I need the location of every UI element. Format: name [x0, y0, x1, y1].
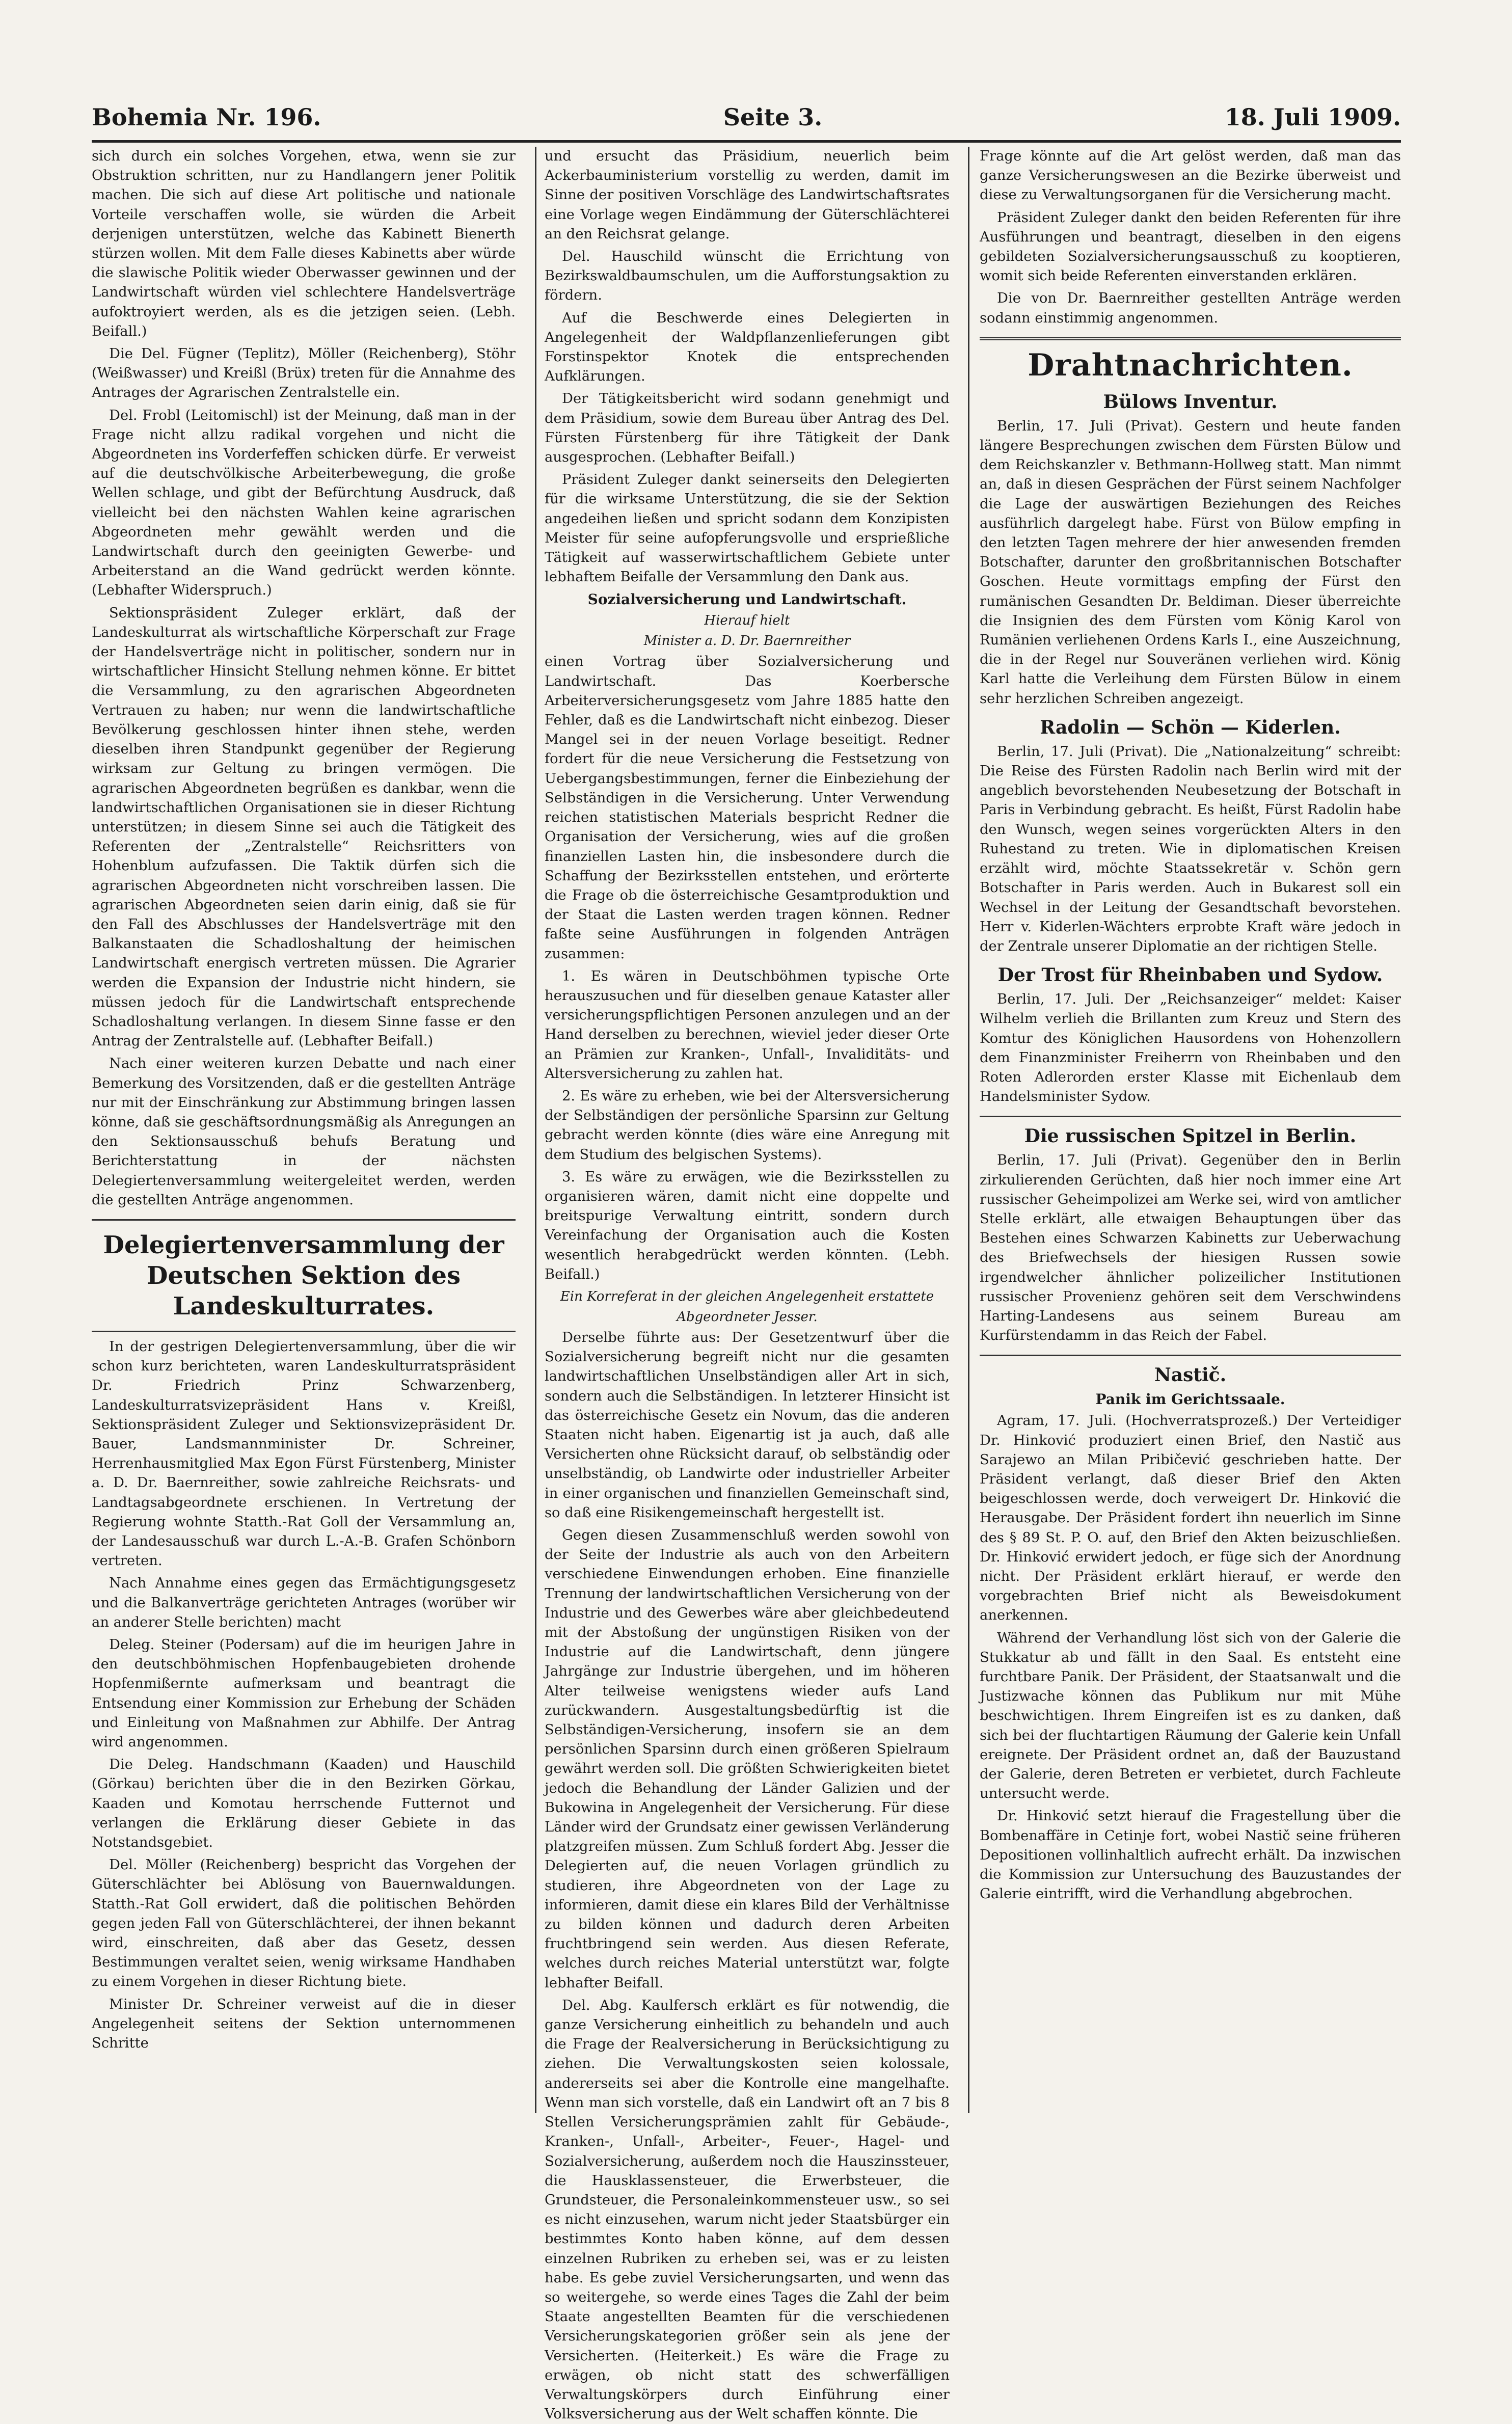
divider	[92, 1219, 516, 1221]
masthead-issue: Bohemia Nr. 196.	[92, 103, 321, 131]
paragraph: Minister Dr. Schreiner verweist auf die in dieser Angelegenheit seitens der Sektion unternommenen Schritte	[92, 1996, 516, 2052]
paragraph: sich durch ein solches Vorgehen, etwa, wenn sie zur Obstruktion schritten, nur zu Handlangern jener Politik machen. Die sich auf diese Art politische und nationale Vorteile verschaffen wolle, sie würden die Arbeit derjenigen unterstützen, welche das Kabinett Bienerth stürzen wollen. Mit dem Falle dieses Kabinetts aber würde die slawische Politik wieder Oberwasser gewinnen und der Landwirtschaft würden viel schlechtere Handelsverträge aufoktroyiert werden, als es die jetzigen seien. (Lebh. Beifall.)	[92, 148, 516, 339]
section-title-drahtnachrichten: Drahtnachrichten.	[1028, 347, 1353, 383]
divider	[980, 1116, 1401, 1117]
columns	[92, 147, 1401, 2422]
coreferat-intro: Ein Korreferat in der gleichen Angelegenheit erstattete	[560, 1288, 934, 1304]
issue-date: 18. Juli 1909.	[1224, 103, 1401, 131]
coreferat-speaker: Abgeordneter Jesser.	[677, 1309, 818, 1325]
paragraph: Berlin, 17. Juli (Privat). Die „Nationalzeitung“ schreibt: Die Reise des Fürsten Radolin nach Berlin wird mit der angeblich bevorstehenden Neubesetzung der Botschaft in Paris in Verbindung gebracht. Es heißt, Fürst Radolin habe den Wunsch, wegen seines vorgerückten Alters in den Ruhestand zu treten. Wie in diplomatischen Kreisen erzählt wird, möchte Staatssekretär v. Schön gern Botschafter in Paris werden. Auch in Bukarest soll ein Wechsel in der Leitung der Gesandtschaft bevorstehen. Herr v. Kiderlen-Wächters erprobte Kraft wäre jedoch in der Zentrale unserer Diplomatie an der richtigen Stelle.	[980, 743, 1401, 954]
paragraph: Berlin, 17. Juli (Privat). Gestern und heute fanden längere Besprechungen zwischen dem Fürsten Bülow und dem Reichskanzler v. Bethmann-Hollweg statt. Man nimmt an, daß in diesen Gesprächen der Fürst seinem Nachfolger die Lage der auswärtigen Beziehungen des Reiches ausführlich dargelegt habe. Fürst von Bülow empfing in den letzten Tagen mehrere der hier anwesenden fremden Botschafter, darunter den großbritannischen Botschafter Goschen. Heute vormittags empfing der Fürst den rumänischen Gesandten Dr. Beldiman. Dieser überreichte die Insignien des dem Fürsten vom König Karol von Rumänien verliehenen Ordens Karls I., eine Auszeichnung, die in der Regel nur Souveränen verliehen wird. König Karl hatte die Verleihung dem Fürsten Bülow in einem sehr herzlichen Schreiben angezeigt.	[980, 418, 1401, 707]
paragraph: Deleg. Steiner (Podersam) auf die im heurigen Jahre in den deutschböhmischen Hopfenbaugebieten drohende Hopfenmißernte aufmerksam und beantragt die Entsendung einer Kommission zur Erhebung der Schäden und Einleitung von Maßnahmen zur Abhilfe. Der Antrag wird angenommen.	[92, 1637, 516, 1750]
section-intro: Hierauf hielt	[704, 613, 790, 629]
paragraph: Gegen diesen Zusammenschluß werden sowohl von der Seite der Industrie als auch von den Arbeitern verschiedene Einwendungen erhoben. Eine finanzielle Trennung der landwirtschaftlichen Versicherung von der Industrie und des Gewerbes wäre aber gleichbedeutend mit der Abstoßung der ungünstigen Risiken von der Industrie auf die Landwirtschaft, denn jüngere Jahrgänge zur Industrie übergehen, und im höheren Alter teilweise wenigstens wieder aufs Land zurückwandern. Ausgestaltungsbedürftig ist die Selbständigen-Versicherung, insofern sie an dem persönlichen Sparsinn durch einen größeren Spielraum gewährt werden soll. Die größten Schwierigkeiten bietet jedoch die Behandlung der Länder Galizien und der Bukowina in Angelegenheit der Versicherung. Für diese Länder wird der Grundsatz einer gewissen Verländerung platzgreifen müssen. Zum Schluß fordert Abg. Jesser die Delegierten auf, die neuen Vorlagen gründlich zu studieren, ihre Abgeordneten von der Lage zu informieren, damit diese ein klares Bild der Verhältnisse zu bilden können und dadurch deren Arbeiten fruchtbringend sein werden. Aus diesen Referate, welches durch reiches Material unterstützt war, folgte lebhafter Beifall.	[545, 1527, 950, 1991]
news-headline: Bülows Inventur.	[1103, 391, 1278, 413]
paragraph: Die Del. Fügner (Teplitz), Möller (Reichenberg), Stöhr (Weißwasser) und Kreißl (Brüx) treten für die Annahme des Antrages der Agrarischen Zentralstelle ein.	[92, 346, 516, 401]
paragraph: Während der Verhandlung löst sich von der Galerie die Stukkatur ab und fällt in den Saal. Es entsteht eine furchtbare Panik. Der Präsident, der Staatsanwalt und die Justizwache können das Publikum nur mit Mühe beschwichtigen. Ihrem Eingreifen ist es zu danken, daß sich bei der fluchtartigen Räumung der Galerie kein Unfall ereignete. Der Präsident ordnet an, daß der Bauzustand der Galerie, deren Betreten er verbietet, durch Fachleute untersucht werde.	[980, 1630, 1401, 1802]
column-3	[968, 147, 1401, 2113]
paragraph: Berlin, 17. Juli. Der „Reichsanzeiger“ meldet: Kaiser Wilhelm verlieh die Brillanten zum Kreuz und Stern des Komtur des Königlichen Hausordens von Hohenzollern dem Finanzminister Freiherrn von Rheinbaben und den Roten Adlerorden erster Klasse mit Eichenlaub dem Handelsminister Sydow.	[980, 991, 1401, 1105]
paragraph: Nach Annahme eines gegen das Ermächtigungsgesetz und die Balkanverträge gerichteten Antrages (worüber wir an anderer Stelle berichten) macht	[92, 1575, 516, 1630]
divider	[980, 337, 1401, 340]
page-number: Seite 3.	[723, 103, 823, 131]
paragraph: 3. Es wäre zu erwägen, wie die Bezirksstellen zu organisieren wären, damit nicht eine doppelte und breitspurige Verwaltung eintritt, sondern durch Vereinfachung der Organisation auch die Kosten wesentlich herabgedrückt werden könnten. (Lebh. Beifall.)	[545, 1169, 950, 1282]
paragraph: In der gestrigen Delegiertenversammlung, über die wir schon kurz berichteten, waren Landeskulturratspräsident Dr. Friedrich Prinz Schwarzenberg, Landeskulturratsvizepräsident Hans v. Kreißl, Sektionspräsident Zuleger und Sektionsvizepräsident Dr. Bauer, Landsmannminister Dr. Schreiner, Herrenhausmitglied Max Egon Fürst Fürstenberg, Minister a. D. Dr. Baernreither, sowie zahlreiche Reichsrats- und Landtagsabgeordnete erschienen. In Vertretung der Regierung wohnte Statth.-Rat Goll der Versammlung an, der Landesausschuß war durch L.-A.-B. Grafen Schönborn vertreten.	[92, 1338, 516, 1569]
news-headline: Die russischen Spitzel in Berlin.	[1024, 1125, 1357, 1147]
paragraph: Nach einer weiteren kurzen Debatte und nach einer Bemerkung des Vorsitzenden, daß er die gestellten Anträge nur mit der Einschränkung zur Abstimmung bringen lassen könne, daß sie geschäftsordnungsmäßig als Anregungen an den Sektionsausschuß behufs Beratung und Berichterstattung in der nächsten Delegiertenversammlung weitergeleitet werden, werden die gestellten Anträge angenommen.	[92, 1056, 516, 1208]
paragraph: Del. Abg. Kaulfersch erklärt es für notwendig, die ganze Versicherung einheitlich zu behandeln und auch die Frage der Realversicherung in Berücksichtigung zu ziehen. Die Verwaltungskosten seien kolossale, andererseits sei aber die Kontrolle eine mangelhafte. Wenn man sich vorstelle, daß ein Landwirt oft an 7 bis 8 Stellen Versicherungsprämien zahlt für Gebäude-, Kranken-, Unfall-, Arbeiter-, Feuer-, Hagel- und Sozialversicherung, außerdem noch die Hauszinssteuer, die Hausklassensteuer, die Erwerbsteuer, die Grundsteuer, die Personaleinkommensteuer usw., so sei es nicht einzusehen, warum nicht jeder Staatsbürger ein bestimmtes Konto haben könne, auf dem dessen einzelnen Rubriken zu erheben sei, was er zu leisten habe. Es gebe zuviel Versicherungsarten, und wenn das so weitergehe, so werde eines Tages die Zahl der beim Staate angestellten Beamten für die verschiedenen Versicherungskategorien größer sein als jene der Versicherten. (Heiterkeit.) Es wäre die Frage zu erwägen, ob nicht statt des schwerfälligen Verwaltungskörpers durch Einführung einer Volksversicherung aus der Welt schaffen könnte. Die	[545, 1997, 950, 2422]
divider	[980, 1355, 1401, 1356]
paragraph: Derselbe führte aus: Der Gesetzentwurf über die Sozialversicherung begreift nicht nur die gesamten landwirtschaftlichen Unselbständigen aller Art in sich, sondern auch die Selbständigen. In letzterer Hinsicht ist das österreichische Gesetz ein Novum, das die anderen Staaten nicht haben. Eigenartig ist ja auch, daß alle Versicherten ohne Rücksicht darauf, ob selbständig oder unselbständig, ob Landwirte oder industrieller Arbeiter in einer organischen und finanziellen Gemeinschaft sind, so daß eine Risikengemeinschaft hergestellt ist.	[545, 1329, 950, 1521]
column-2	[535, 147, 958, 2422]
paragraph: Präsident Zuleger dankt seinerseits den Delegierten für die wirksame Unterstützung, die sie der Sektion angedeihen ließen und spricht sodann dem Konzipisten Meister für seine aufopferungsvolle und ersprießliche Tätigkeit auf wasserwirtschaftlichem Gebiete unter lebhaftem Beifalle der Versammlung den Dank aus.	[545, 472, 950, 585]
news-subheadline: Panik im Gerichtssaale.	[1095, 1391, 1285, 1408]
paragraph: Del. Möller (Reichenberg) bespricht das Vorgehen der Güterschlächter bei Ablösung von Bauernwaldungen. Statth.-Rat Goll erwidert, daß die politischen Behörden gegen jeden Fall von Güterschlächterei, der ihnen bekannt wird, einschreiten, daß aber das Gesetz, dessen Bestimmungen veraltet seien, wenig wirksame Handhaben zu einem Vorgehen in dieser Richtung biete.	[92, 1857, 516, 1990]
news-headline: Radolin — Schön — Kiderlen.	[1040, 716, 1341, 738]
paragraph: 1. Es wären in Deutschböhmen typische Orte herauszusuchen und für dieselben genaue Kataster aller versicherungspflichtigen Personen anzulegen und an der Hand derselben zu berechnen, wieviel jeder dieser Orte an Prämien zur Kranken-, Unfall-, Invaliditäts- und Altersversicherung zu zahlen hat.	[545, 968, 950, 1082]
paragraph: Del. Frobl (Leitomischl) ist der Meinung, daß man in der Frage nicht allzu radikal vorgehen und nicht die Abgeordneten ins Vorderfeffen schicken dürfe. Er verweist auf die deutschvölkische Arbeiterbewegung, die große Wellen schlage, und gibt der Befürchtung Ausdruck, daß vielleicht bei den nächsten Wahlen keine agrarischen Abgeordneten mehr gewählt werden und die Landwirtschaft durch den geeinigten Gewerbe- und Arbeiterstand an die Wand gedrückt werden könnte. (Lebhafter Widerspruch.)	[92, 407, 516, 599]
paragraph: Sektionspräsident Zuleger erklärt, daß der Landeskulturrat als wirtschaftliche Körperschaft zur Frage der Handelsverträge nicht in politischer, sondern nur in wirtschaftlicher Hinsicht Stellung nehmen könne. Er bittet die Versammlung, zu den agrarischen Abgeordneten Vertrauen zu haben; nur wenn die landwirtschaftliche Bevölkerung geschlossen hinter ihnen stehe, werden dieselben ihren Standpunkt gegenüber der Regierung wirksam zur Geltung zu bringen vermögen. Die agrarischen Abgeordneten begrüßen es dankbar, wenn die landwirtschaftlichen Organisationen sie in dieser Richtung unterstützen; in diesem Sinne sei auch die Tätigkeit des Referenten der „Zentralstelle“ Reichsritters von Hohenblum aufzufassen. Die Taktik dürfen sich die agrarischen Abgeordneten nicht vorschreiben lassen. Die agrarischen Abgeordneten seien darin einig, daß sie für den Fall des Abschlusses der Handelsverträge mit den Balkanstaaten die Schadloshaltung der heimischen Landwirtschaft energisch vertreten müssen. Die Agrarier werden die Expansion der Industrie nicht hindern, sie müssen jedoch für die Landwirtschaft entsprechende Schadloshaltung verlangen. In diesem Sinne fasse er den Antrag der Zentralstelle auf. (Lebhafter Beifall.)	[92, 605, 516, 1049]
paragraph: einen Vortrag über Sozialversicherung und Landwirtschaft. Das Koerbersche Arbeiterversicherungsgesetz vom Jahre 1885 hatte den Fehler, daß es die Landwirtschaft nicht einbezog. Dieser Mangel sei in der neuen Vorlage beseitigt. Redner fordert für die neue Versicherung die Festsetzung von Uebergangsbestimmungen, ferner die Einbeziehung der Selbständigen in die Versicherung. Unter Verwendung reichen statistischen Materials bespricht Redner die Organisation der Versicherung, wies auf die großen finanziellen Lasten hin, die insbesondere durch die Schaffung der Bezirksstellen entstehen, und erörterte die Frage ob die österreichische Gesamtproduktion und der Staat die Lasten werden tragen können. Redner faßte seine Ausführungen in folgenden Anträgen zusammen:	[545, 654, 950, 962]
paragraph: Berlin, 17. Juli (Privat). Gegenüber den in Berlin zirkulierenden Gerüchten, daß hier noch immer eine Art russischer Geheimpolizei am Werke sei, wird von amtlicher Stelle erklärt, alle etwaigen Behauptungen über das Bestehen eines Schwarzen Kabinetts zur Ueberwachung des Briefwechsels der hiesigen Russen sowie irgendwelcher ähnlicher polizeilicher Institutionen russischer Provenienz gehören seit dem Verschwindens Harting-Landesens aus seinem Bureau am Kurfürstendamm in das Reich der Fabel.	[980, 1152, 1401, 1344]
section-speaker: Minister a. D. Dr. Baernreither	[643, 633, 851, 649]
news-headline: Der Trost für Rheinbaben und Sydow.	[997, 964, 1383, 986]
news-headline: Nastič.	[1154, 1364, 1227, 1386]
paragraph: 2. Es wäre zu erheben, wie bei der Altersversicherung der Selbständigen der persönliche Sparsinn zur Geltung gebracht werden könnte (dies wäre eine Anregung mit dem Studium des belgischen Systems).	[545, 1088, 950, 1163]
paragraph: Der Tätigkeitsbericht wird sodann genehmigt und dem Präsidium, sowie dem Bureau über Antrag des Del. Fürsten Fürstenberg für ihre Tätigkeit der Dank ausgesprochen. (Lebhafter Beifall.)	[545, 391, 950, 466]
paragraph: Frage könnte auf die Art gelöst werden, daß man das ganze Versicherungswesen an die Bezirke überweist und diese zu Verwaltungsorganen für die Versicherung macht.	[980, 148, 1401, 203]
article-headline: Delegiertenversammlung der Deutschen Sektion des Landeskulturrates.	[103, 1230, 504, 1321]
paragraph: Die von Dr. Baernreither gestellten Anträge werden sodann einstimmig angenommen.	[980, 290, 1401, 326]
paragraph: Del. Hauschild wünscht die Errichtung von Bezirkswaldbaumschulen, um die Aufforstungsaktion zu fördern.	[545, 249, 950, 304]
paragraph: Die Deleg. Handschmann (Kaaden) und Hauschild (Görkau) berichten über die in den Bezirken Görkau, Kaaden und Komotau herrschende Futternot und verlangen die Erklärung dieser Gebiete in das Notstandsgebiet.	[92, 1757, 516, 1851]
section-headline: Sozialversicherung und Landwirtschaft.	[587, 591, 907, 608]
page-header	[92, 87, 1401, 143]
paragraph: Dr. Hinković setzt hierauf die Fragestellung über die Bombenaffäre in Cetinje fort, wobei Nastič seine früheren Depositionen vollinhaltlich aufrecht erhält. Da inzwischen die Kommission zur Untersuchung des Bauzustandes der Galerie eintrifft, wird die Verhandlung abgebrochen.	[980, 1808, 1401, 1902]
paragraph: Auf die Beschwerde eines Delegierten in Angelegenheit der Waldpflanzenlieferungen gibt Forstinspektor Knotek die entsprechenden Aufklärungen.	[545, 310, 950, 385]
newspaper-page	[92, 87, 1401, 2422]
paragraph: und ersucht das Präsidium, neuerlich beim Ackerbauministerium vorstellig zu werden, damit im Sinne der positiven Vorschläge des Landwirtschaftsrates eine Vorlage wegen Eindämmung der Güterschlächterei an den Reichsrat gelange.	[545, 148, 950, 242]
divider	[92, 1331, 516, 1332]
paragraph: Präsident Zuleger dankt den beiden Referenten für ihre Ausführungen und beantragt, dieselben in den eigens gebildeten Sozialversicherungsausschuß zu kooptieren, womit sich beide Referenten einverstanden erklären.	[980, 209, 1401, 284]
column-1	[92, 147, 525, 2113]
paragraph: Agram, 17. Juli. (Hochverratsprozeß.) Der Verteidiger Dr. Hinković produziert einen Brief, den Nastič aus Sarajewo an Milan Pribičević geschrieben hatte. Der Präsident verlangt, daß dieser Brief den Akten beigeschlossen werde, doch verweigert Dr. Hinković die Herausgabe. Der Präsident fordert ihn neuerlich im Sinne des § 89 St. P. O. auf, den Brief den Akten beizuschließen. Dr. Hinković erwidert jedoch, er füge sich der Anordnung nicht. Der Präsident erklärt hierauf, er werde den vorgebrachten Brief nicht als Beweisdokument anerkennen.	[980, 1413, 1401, 1624]
